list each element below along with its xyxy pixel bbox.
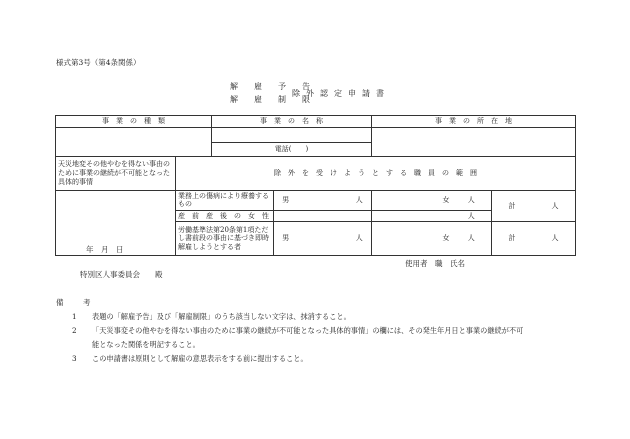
maternity-female-unit: 人	[452, 210, 492, 221]
total-label: 計	[508, 201, 516, 210]
injury-label: 業務上の傷病により療養するもの	[176, 191, 274, 211]
note-text: この申請書は原則として解雇の意思表示をする前に提出すること。	[92, 354, 308, 363]
article20-male-count[interactable]	[298, 222, 348, 256]
header-business-type: 事 業 の 種 類	[56, 116, 212, 128]
note-text: 「天災事変その他やむを得ない事由のために事業の継続が不可能となった具体的事情」の欄には、その発生年月日と事業の継続が不可	[92, 326, 524, 335]
maternity-spacer	[274, 210, 372, 221]
note-number: 3	[72, 354, 77, 363]
phone-field[interactable]: 電話( )	[212, 143, 372, 157]
note-item-2	[72, 327, 523, 336]
note-number: 1	[72, 312, 77, 321]
business-values-row	[56, 128, 576, 143]
notes-title: 備 考	[56, 298, 97, 307]
application-table	[55, 115, 576, 256]
injury-female-label: 女	[372, 191, 452, 211]
header-business-name: 事 業 の 名 称	[212, 116, 372, 128]
user-signature-line: 使用者 職 氏名	[405, 259, 465, 268]
note-number: 2	[72, 326, 77, 335]
injury-male-unit: 人	[348, 191, 372, 211]
note-item-1	[72, 313, 351, 322]
article20-male-label: 男	[274, 222, 298, 256]
title-main: 除外認定申請書	[292, 89, 390, 98]
note-item-2-continuation: 能となった関係を明記すること。	[92, 340, 200, 349]
article20-female-unit: 人	[452, 222, 492, 256]
workers-range-header: 除 外 を 受 け よ う と す る 職 員 の 範 囲	[176, 157, 576, 191]
date-line: 年 月 日	[86, 245, 124, 254]
injury-maternity-total	[492, 191, 576, 222]
article20-label: 労働基準法第20条第1項ただし書前段の事由に基づき即時解雇しようとする者	[176, 222, 274, 256]
header-row	[56, 116, 576, 128]
maternity-female-count[interactable]	[372, 210, 452, 221]
business-location-field[interactable]	[372, 128, 576, 157]
article20-female-label: 女	[372, 222, 452, 256]
injury-female-unit: 人	[452, 191, 492, 211]
article20-male-unit: 人	[348, 222, 372, 256]
injury-male-label: 男	[274, 191, 298, 211]
total-unit: 人	[551, 234, 559, 243]
title-options	[230, 82, 314, 108]
injury-row	[56, 191, 576, 211]
form-number: 様式第3号（第4条関係）	[56, 58, 141, 67]
note-item-3	[72, 355, 308, 364]
total-label: 計	[508, 234, 516, 243]
addressee: 特別区人事委員会 殿	[80, 270, 163, 279]
business-name-field[interactable]	[212, 128, 372, 143]
cause-label: 天災地変その他やむを得ない事由のために事業の継続が不可能となった具体的事情	[56, 157, 176, 191]
maternity-label: 産 前 産 後 の 女 性	[176, 210, 274, 221]
title-option-dismissal-restriction: 解 雇 制 限	[230, 95, 314, 104]
title-option-dismissal-notice: 解 雇 予 告	[230, 82, 314, 91]
cause-row	[56, 157, 576, 191]
business-type-field[interactable]	[56, 128, 212, 157]
injury-male-count[interactable]	[298, 191, 348, 211]
note-text: 表題の「解雇予告」及び「解雇制限」のうち該当しない文字は、抹消すること。	[92, 312, 351, 321]
article20-total	[492, 222, 576, 256]
total-unit: 人	[551, 201, 559, 210]
header-business-location: 事 業 の 所 在 地	[372, 116, 576, 128]
